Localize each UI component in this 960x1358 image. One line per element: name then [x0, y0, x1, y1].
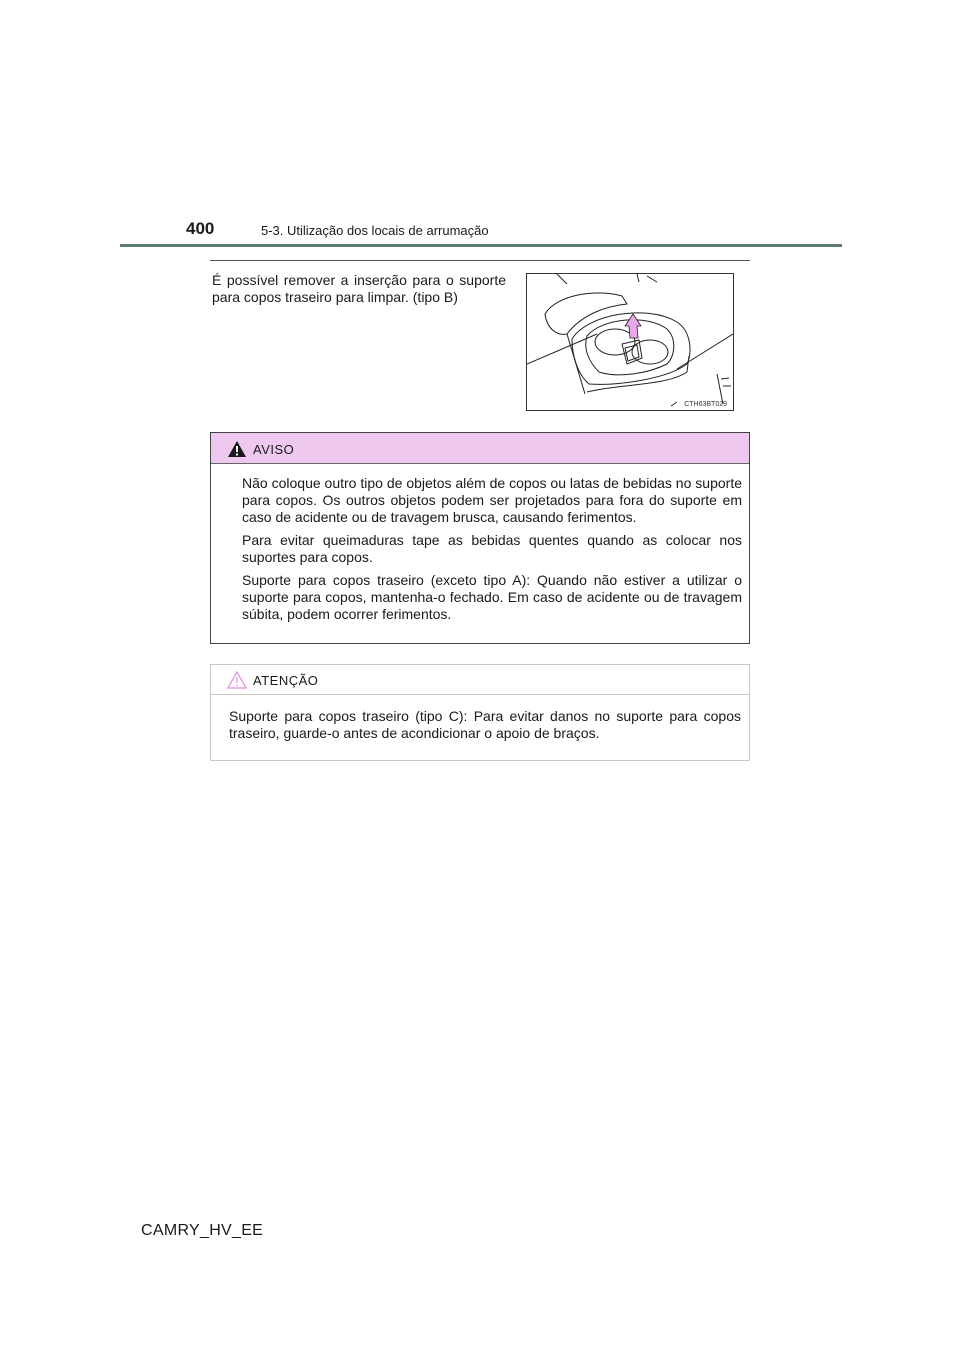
footer-model-code: CAMRY_HV_EE: [141, 1222, 264, 1239]
warning-item: Para evitar queimaduras tape as bebidas quentes quando as colocar nos suportes para copos.: [242, 532, 742, 565]
caution-header: [211, 665, 749, 695]
header-divider: [120, 244, 842, 247]
caution-box: [210, 664, 750, 761]
caution-triangle-icon: [227, 671, 247, 689]
warning-list: [242, 475, 742, 629]
intro-paragraph: É possível remover a inserção para o suporte para copos traseiro para limpar. (tipo B): [212, 272, 506, 305]
warning-header: [211, 433, 749, 464]
cup-holder-drawing: [527, 274, 733, 410]
warning-box: [210, 432, 750, 644]
cup-holder-illustration: [526, 273, 734, 411]
warning-item: Suporte para copos traseiro (exceto tipo A): Quando não estiver a utilizar o suporte para copos, mantenha-o fechado. Em caso de acidente ou de travagem súbita, podem ocorrer ferimentos.: [242, 572, 742, 622]
page-number: 400: [186, 219, 215, 238]
section-title: 5-3. Utilização dos locais de arrumação: [261, 223, 489, 238]
lift-arrow-icon: [625, 314, 641, 338]
warning-item: Não coloque outro tipo de objetos além de copos ou latas de bebidas no suporte para copos. Os outros objetos podem ser projetados para fora do suporte em caso de acidente ou de travagem brusca, causando ferimentos.: [242, 475, 742, 525]
content-top-divider: [210, 260, 750, 261]
illustration-code: CTH63BT029: [684, 401, 727, 408]
caution-title: ATENÇÃO: [253, 673, 319, 688]
caution-text: Suporte para copos traseiro (tipo C): Para evitar danos no suporte para copos traseiro, guarde-o antes de acondicionar o apoio de braços.: [229, 708, 741, 741]
warning-triangle-icon: [227, 440, 247, 458]
warning-title: AVISO: [253, 442, 295, 457]
